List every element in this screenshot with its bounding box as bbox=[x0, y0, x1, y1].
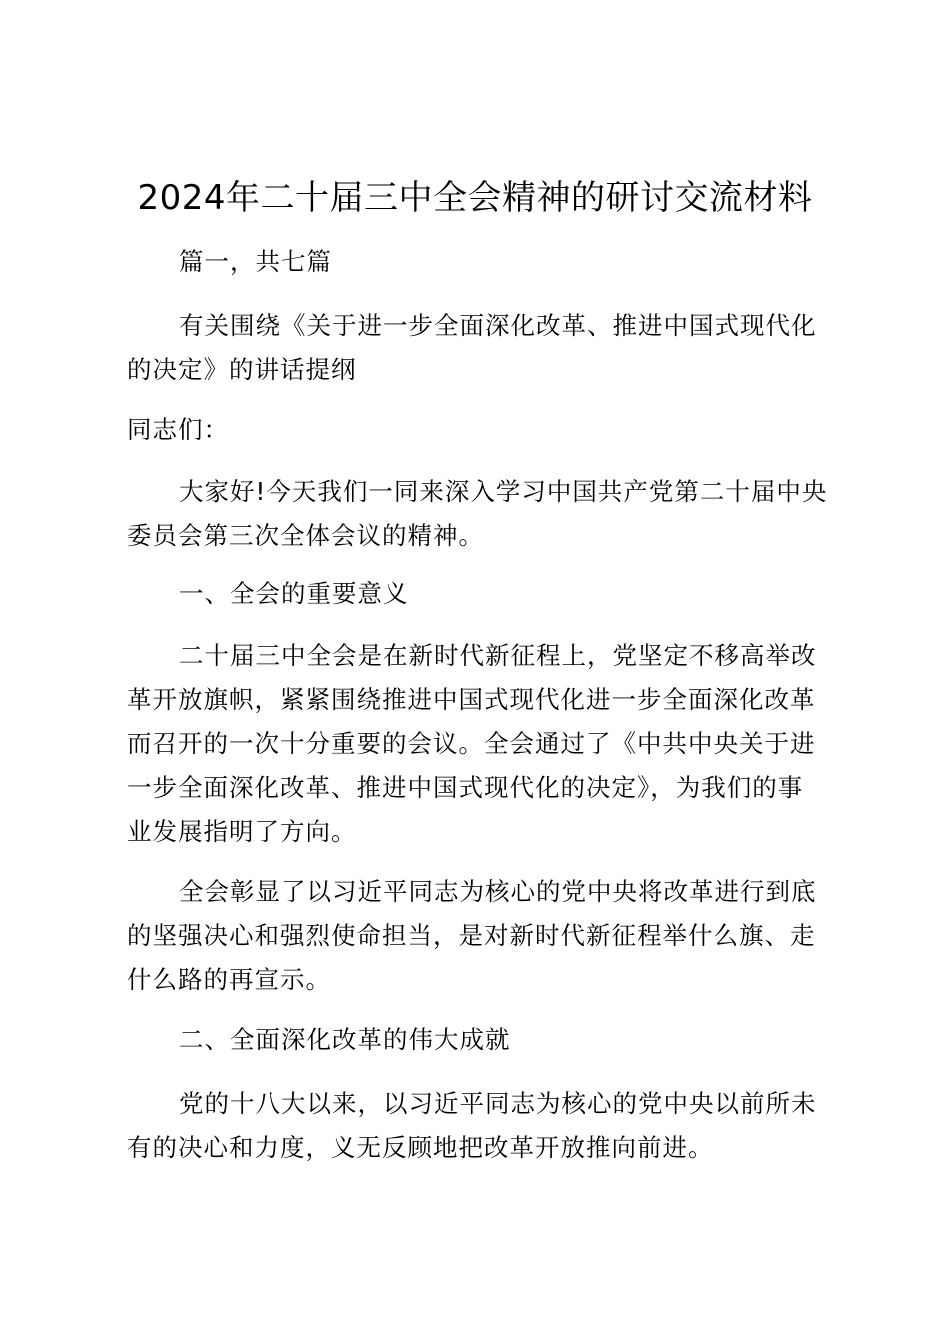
paragraph-salutation bbox=[127, 408, 833, 452]
text-line: 全会彰显了以习近平同志为核心的党中央将改革进行到底 bbox=[179, 877, 817, 906]
paragraph-subtitle bbox=[127, 304, 833, 392]
text-line: 二、全面深化改革的伟大成就 bbox=[179, 1025, 511, 1054]
text-line: 二十届三中全会是在新时代新征程上，党坚定不移高举改 bbox=[179, 641, 817, 670]
text-line: 委员会第三次全体会议的精神。 bbox=[127, 521, 484, 550]
text-line: 的坚强决心和强烈使命担当，是对新时代新征程举什么旗、走 bbox=[127, 921, 816, 950]
document-title: 2024年二十届三中全会精神的研讨交流材料 bbox=[137, 178, 813, 218]
paragraph-greeting bbox=[127, 470, 833, 558]
text-line: 同志们： bbox=[127, 415, 229, 444]
paragraph-part-label bbox=[127, 240, 833, 284]
text-line: 的决定》的讲话提纲 bbox=[127, 355, 357, 384]
text-line: 大家好!今天我们一同来深入学习中国共产党第二十届中央 bbox=[179, 477, 828, 506]
text-line: 业发展指明了方向。 bbox=[127, 817, 357, 846]
section-heading-1 bbox=[127, 572, 833, 616]
section-heading-2 bbox=[127, 1018, 833, 1062]
paragraph-body-2 bbox=[127, 870, 833, 1002]
text-line: 篇一，共七篇 bbox=[179, 247, 332, 276]
paragraph-body-3 bbox=[127, 1082, 833, 1170]
text-line: 革开放旗帜，紧紧围绕推进中国式现代化进一步全面深化改革 bbox=[127, 685, 816, 714]
text-line: 有的决心和力度，义无反顾地把改革开放推向前进。 bbox=[127, 1133, 714, 1162]
text-line: 而召开的一次十分重要的会议。全会通过了《中共中央关于进 bbox=[127, 729, 816, 758]
text-line: 一、全会的重要意义 bbox=[179, 579, 409, 608]
text-line: 一步全面深化改革、推进中国式现代化的决定》，为我们的事 bbox=[127, 773, 804, 802]
text-line: 什么路的再宣示。 bbox=[127, 965, 331, 994]
text-line: 党的十八大以来，以习近平同志为核心的党中央以前所未 bbox=[179, 1089, 817, 1118]
text-line: 有关围绕《关于进一步全面深化改革、推进中国式现代化 bbox=[179, 311, 817, 340]
paragraph-body-1 bbox=[127, 634, 833, 854]
